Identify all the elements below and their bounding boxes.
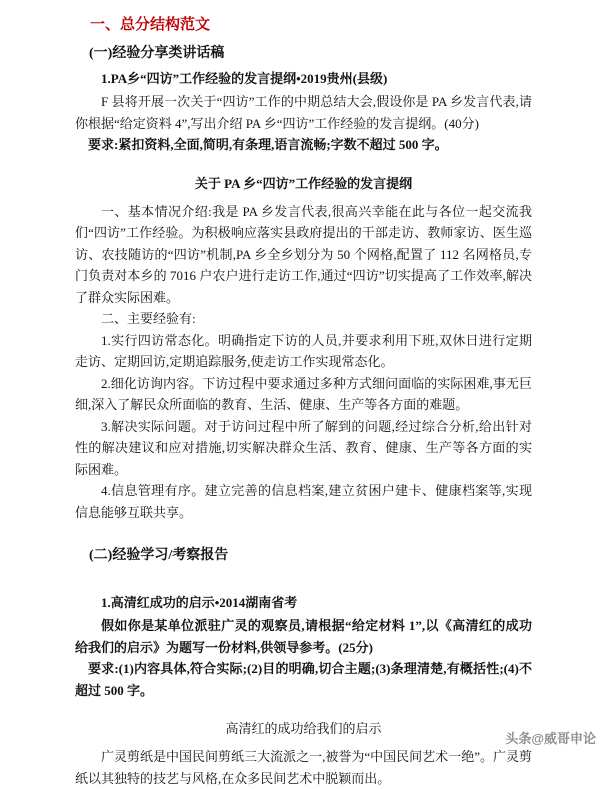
section-2-requirement: 要求:(1)内容具体,符合实际;(2)目的明确,切合主题;(3)条理清楚,有概括性;(4)不超过 500 字。 bbox=[75, 661, 532, 698]
essay-1-title: 关于 PA 乡“四访”工作经验的发言提纲 bbox=[194, 175, 413, 191]
section-1-heading: (一)经验分享类讲话稿 bbox=[89, 46, 225, 61]
section-2-item-title: 1.高清红成功的启示•2014湖南省考 bbox=[101, 595, 298, 610]
main-title: 一、总分结构范文 bbox=[90, 17, 211, 33]
section-1-requirement: 要求:紧扣资料,全面,简明,有条理,语言流畅;字数不超过 500 字。 bbox=[88, 137, 448, 152]
section-1-prompt: F 县将开展一次关于“四访”工作的中期总结大会,假设你是 PA 乡发言代表,请你根据“给定资料 4”,写出介绍 PA 乡“四访”工作经验的发言提纲。(40分) bbox=[75, 94, 532, 131]
essay-2-intro-paragraph: 广灵剪纸是中国民间剪纸三大流派之一,被誉为“中国民间艺术一绝”。广灵剪纸以其独特的技艺与风格,在众多民间艺术中脱颖而出。 bbox=[75, 749, 532, 786]
section-2-heading: (二)经验学习/考察报告 bbox=[89, 548, 229, 563]
watermark: 头条@威哥申论 bbox=[502, 727, 599, 748]
essay-1-experience-1: 1.实行四访常态化。明确指定下访的人员,并要求利用下班,双休日进行定期走访、定期回访,定期追踪服务,使走访工作实现常态化。 bbox=[75, 332, 532, 369]
essay-1-intro-paragraph: 一、基本情况介绍:我是 PA 乡发言代表,很高兴幸能在此与各位一起交流我们“四访”工作经验。为积极响应落实县政府提出的干部走访、教师家访、医生巡访、农技随访的“四访”机制,PA 乡全乡划分为 50 个网格,配置了 112 名网格员,专门负责对本乡的 7016 户农户进行走访工作,通过“四访”切实提高了工作效率,解决了群众实际困难。 bbox=[75, 203, 532, 305]
essay-1-experience-2: 2.细化访询内容。下访过程中要求通过多种方式细问面临的实际困难,事无巨细,深入了解民众所面临的教育、生活、健康、生产等各方面的难题。 bbox=[75, 375, 532, 412]
essay-2-title: 高清红的成功给我们的启示 bbox=[225, 721, 382, 736]
essay-1-experience-3: 3.解决实际问题。对于访问过程中所了解到的问题,经过综合分析,给出针对性的解决建议和应对措施,切实解决群众生活、教育、健康、生产等各方面的实际困难。 bbox=[75, 418, 532, 477]
essay-1-experience-header: 二、主要经验有: bbox=[101, 311, 196, 326]
section-1-item-title: 1.PA乡“四访”工作经验的发言提纲•2019贵州(县级) bbox=[101, 71, 388, 86]
section-2-prompt: 假如你是某单位派驻广灵的观察员,请根据“给定材料 1”,以《高清红的成功给我们的启示》为题写一份材料,供领导参考。(25分) bbox=[75, 618, 532, 655]
essay-1-experience-4: 4.信息管理有序。建立完善的信息档案,建立贫困户建卡、健康档案等,实现信息能够互联共享。 bbox=[75, 483, 532, 520]
